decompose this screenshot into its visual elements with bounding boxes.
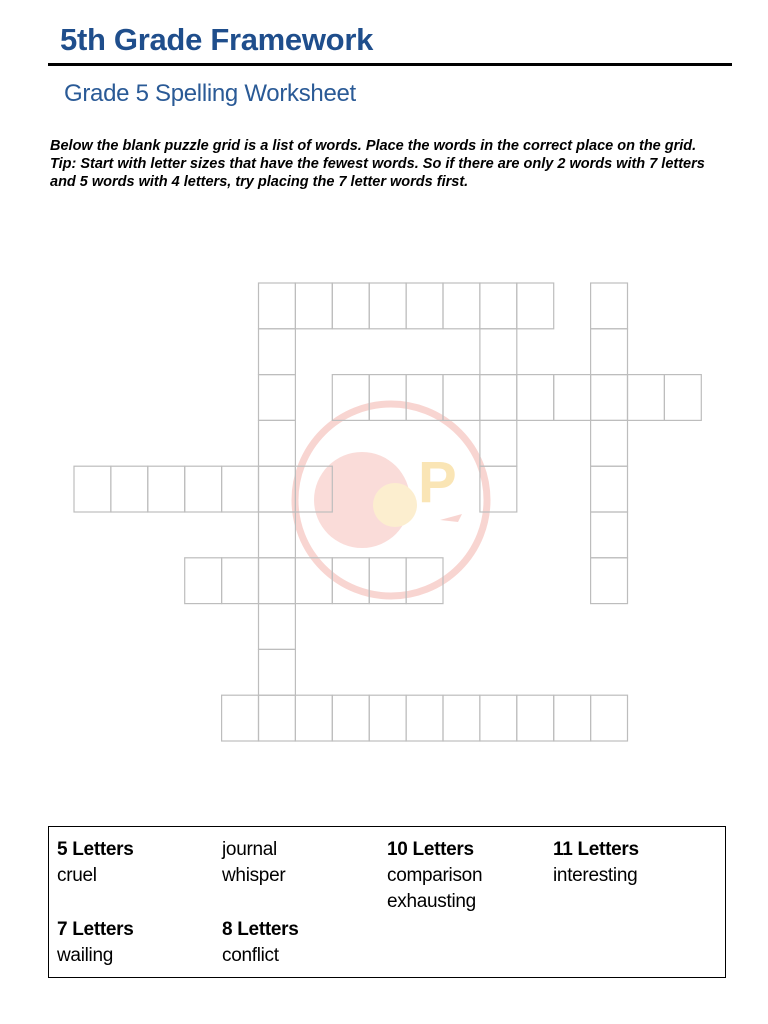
grid-cell <box>480 695 517 741</box>
grid-cell <box>406 283 443 329</box>
grid-cell <box>259 283 296 329</box>
word-bank-column-3 <box>387 837 482 915</box>
grid-cell <box>332 558 369 604</box>
grid-cell <box>591 375 628 421</box>
svg-text:P: P <box>418 450 457 515</box>
grid-cell <box>295 283 332 329</box>
grid-cell <box>480 329 517 375</box>
heading-11-letters: 11 Letters <box>553 839 639 860</box>
grid-cell <box>148 466 185 512</box>
grid-cell <box>554 695 591 741</box>
worksheet-subtitle: Grade 5 Spelling Worksheet <box>64 80 356 107</box>
grid-cell <box>295 558 332 604</box>
grid-cell <box>591 466 628 512</box>
grid-cell <box>111 466 148 512</box>
grid-cell <box>406 695 443 741</box>
grid-cell <box>369 695 406 741</box>
grid-cell <box>185 558 222 604</box>
grid-cell <box>591 283 628 329</box>
grid-cell <box>259 649 296 695</box>
word-bank-spacer <box>222 889 299 917</box>
grid-cell <box>369 558 406 604</box>
grid-cell <box>664 375 701 421</box>
grid-cell <box>259 375 296 421</box>
word-item: whisper <box>222 865 286 886</box>
heading-5-letters: 5 Letters <box>57 839 134 860</box>
grid-cell <box>517 375 554 421</box>
word-bank-column-2 <box>222 837 299 969</box>
word-bank-column-1 <box>57 837 134 969</box>
grid-cell <box>259 329 296 375</box>
grid-cell <box>332 283 369 329</box>
grid-cell <box>517 695 554 741</box>
grid-cell <box>443 283 480 329</box>
grid-cell <box>259 512 296 558</box>
word-bank-column-4 <box>553 837 639 889</box>
grid-cell <box>406 558 443 604</box>
word-bank-spacer <box>57 889 134 917</box>
grid-cell <box>332 695 369 741</box>
page-title: 5th Grade Framework <box>60 22 374 57</box>
grid-cell <box>480 420 517 466</box>
word-item: comparison <box>387 865 483 886</box>
word-item: conflict <box>222 945 279 966</box>
grid-cell <box>591 512 628 558</box>
grid-cell <box>591 695 628 741</box>
grid-cell <box>628 375 665 421</box>
word-item: cruel <box>57 865 97 886</box>
grid-cell <box>222 695 259 741</box>
grid-cell <box>517 283 554 329</box>
grid-cell <box>222 558 259 604</box>
word-bank <box>48 826 726 978</box>
grid-cell <box>443 375 480 421</box>
grid-cell <box>443 695 480 741</box>
grid-cell <box>222 466 259 512</box>
grid-cell <box>480 466 517 512</box>
heading-10-letters: 10 Letters <box>387 839 474 860</box>
grid-cell <box>406 375 443 421</box>
word-item: journal <box>222 839 277 860</box>
instructions-text: Below the blank puzzle grid is a list of words. Place the words in the correct place on the grid. Tip: Start with letter sizes that have the fewest words. So if there are only 2 words with 7 letters and 5 words with 4 letters, try placing the 7 letter words first. <box>50 138 705 190</box>
grid-cell <box>369 375 406 421</box>
word-item: wailing <box>57 945 113 966</box>
grid-cell <box>480 375 517 421</box>
grid-cell <box>185 466 222 512</box>
grid-cell <box>591 558 628 604</box>
grid-cell <box>259 695 296 741</box>
heading-7-letters: 7 Letters <box>57 919 134 940</box>
grid-cell <box>369 283 406 329</box>
word-item: exhausting <box>387 891 476 912</box>
grid-cell <box>259 604 296 650</box>
grid-cell <box>74 466 111 512</box>
grid-cell <box>259 558 296 604</box>
grid-cell <box>259 466 296 512</box>
grid-cell <box>591 329 628 375</box>
grid-cell <box>591 420 628 466</box>
grid-cell <box>480 283 517 329</box>
grid-cell <box>332 375 369 421</box>
grid-cell <box>295 466 332 512</box>
word-item: interesting <box>553 865 638 886</box>
grid-cell <box>295 695 332 741</box>
grid-cell <box>259 420 296 466</box>
heading-8-letters: 8 Letters <box>222 919 299 940</box>
grid-cell <box>554 375 591 421</box>
